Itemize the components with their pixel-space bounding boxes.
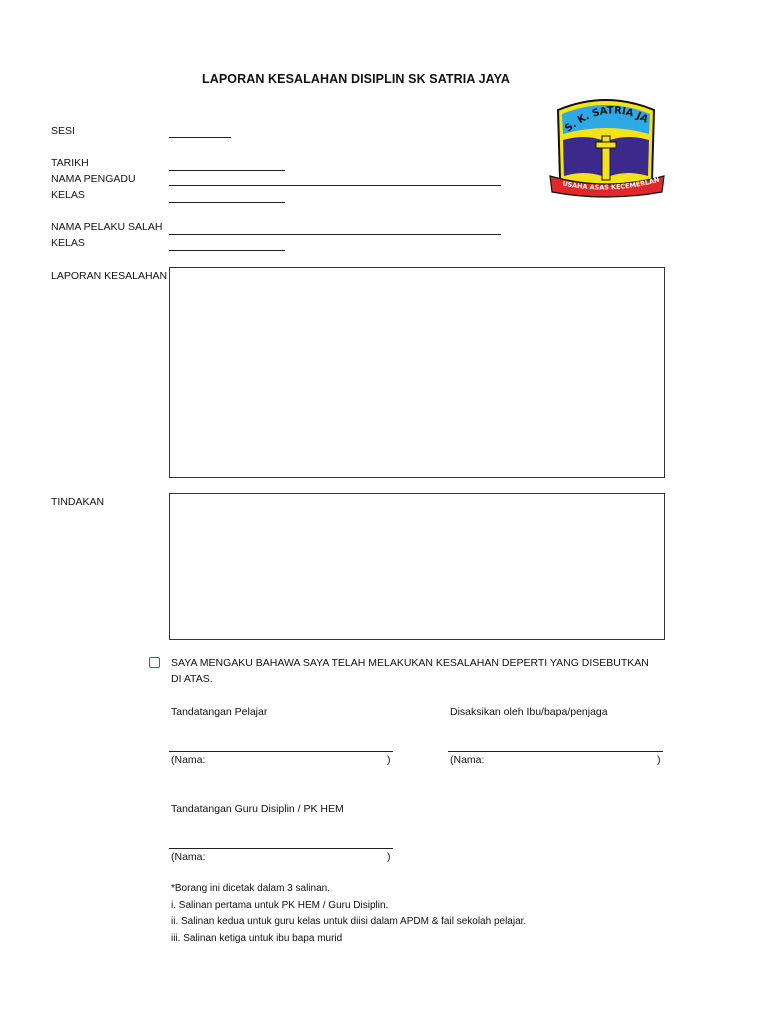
label-tindakan: TINDAKAN xyxy=(51,496,105,508)
nama-guru-open: (Nama: xyxy=(171,851,206,863)
note-line: i. Salinan pertama untuk PK HEM / Guru Disiplin. xyxy=(171,899,389,911)
nama-guru-close: ) xyxy=(387,851,391,863)
nama-penjaga-close: ) xyxy=(657,754,661,766)
note-line: ii. Salinan kedua untuk guru kelas untuk diisi dalam APDM & fail sekolah pelajar. xyxy=(171,916,527,927)
tindakan-box[interactable] xyxy=(169,493,665,640)
form-title: LAPORAN KESALAHAN DISIPLIN SK SATRIA JAYA xyxy=(201,72,511,86)
signature-line-penjaga[interactable] xyxy=(448,751,663,752)
label-kelas-pelaku: KELAS xyxy=(51,237,85,249)
input-line-kelas-pelaku[interactable] xyxy=(169,250,285,251)
input-line-tarikh[interactable] xyxy=(169,170,285,171)
note-line: iii. Salinan ketiga untuk ibu bapa murid xyxy=(171,932,343,944)
label-tandatangan-pelajar: Tandatangan Pelajar xyxy=(171,706,268,718)
label-disaksikan-penjaga: Disaksikan oleh Ibu/bapa/penjaga xyxy=(450,706,608,718)
note-line: *Borang ini dicetak dalam 3 salinan. xyxy=(171,883,330,894)
notes-block xyxy=(171,881,526,947)
signature-line-pelajar[interactable] xyxy=(169,751,393,752)
laporan-kesalahan-box[interactable] xyxy=(169,267,665,478)
school-crest-logo xyxy=(548,96,666,200)
declaration-checkbox[interactable] xyxy=(149,657,160,668)
label-nama-pengadu: NAMA PENGADU xyxy=(51,173,136,185)
input-line-sesi[interactable] xyxy=(169,137,231,138)
nama-penjaga-open: (Nama: xyxy=(450,754,485,766)
nama-pelajar-open: (Nama: xyxy=(171,754,206,766)
label-nama-pelaku: NAMA PELAKU SALAH xyxy=(51,221,163,233)
declaration-line-1: SAYA MENGAKU BAHAWA SAYA TELAH MELAKUKAN KESALAHAN DEPERTI YANG DISEBUTKAN xyxy=(171,657,649,669)
signature-line-guru[interactable] xyxy=(169,848,393,849)
logo-bottom-text: USAHA ASAS KECEMERLAN xyxy=(561,175,661,192)
label-laporan-kesalahan: LAPORAN KESALAHAN xyxy=(51,270,168,282)
label-kelas-pengadu: KELAS xyxy=(51,189,85,201)
label-sesi: SESI xyxy=(51,125,75,137)
input-line-nama-pengadu[interactable] xyxy=(169,185,501,186)
declaration-line-2: DI ATAS. xyxy=(171,673,213,685)
label-tarikh: TARIKH xyxy=(51,157,89,169)
nama-pelajar-close: ) xyxy=(387,754,391,766)
logo-top-text: S. K. SATRIA JA xyxy=(563,105,649,135)
input-line-kelas-pengadu[interactable] xyxy=(169,202,285,203)
label-tandatangan-guru: Tandatangan Guru Disiplin / PK HEM xyxy=(171,803,344,815)
input-line-nama-pelaku[interactable] xyxy=(169,234,501,235)
